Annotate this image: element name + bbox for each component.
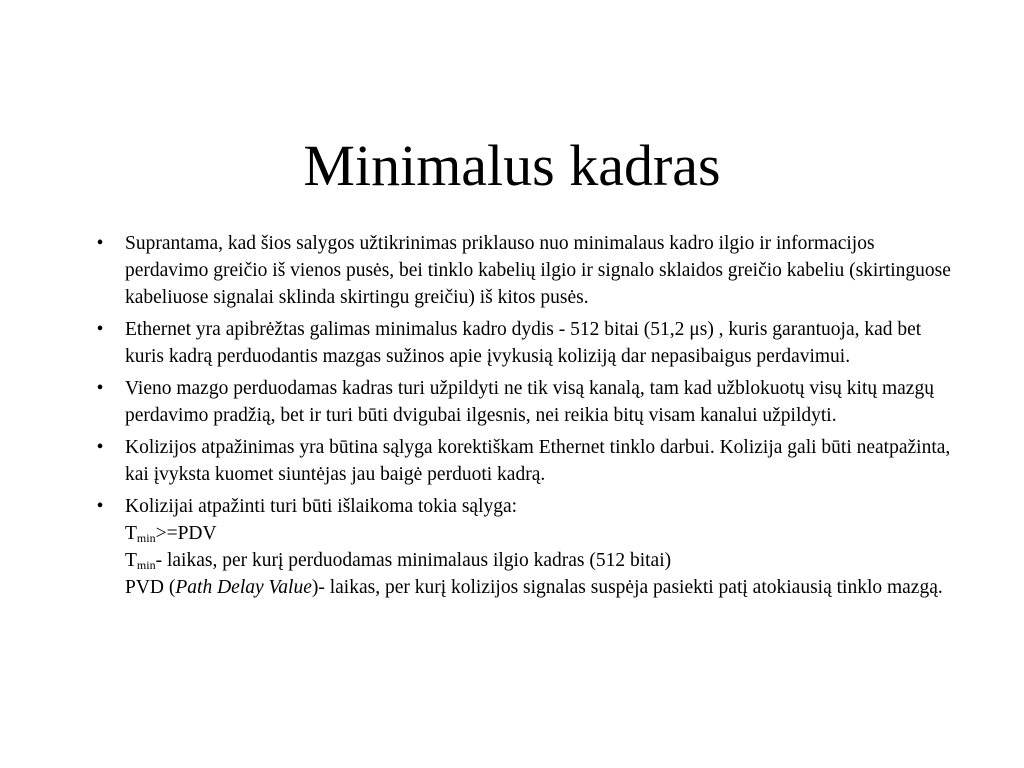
bullet-text: Vieno mazgo perduodamas kadras turi užpildyti ne tik visą kanalą, tam kad užblokuotų visų kitų mazgų perdavimo pradžią, bet ir turi būti dvigubai ilgesnis, nei reikia bitų visam kanalui užpildyti. [125, 378, 934, 426]
tmin-description: - laikas, per kurį perduodamas minimalaus ilgio kadras (512 bitai) [155, 550, 672, 571]
pdv-prefix: PVD ( [125, 577, 176, 598]
bullet-item [90, 434, 960, 488]
bullet-icon: • [96, 319, 104, 340]
condition-formula [125, 520, 960, 547]
bullet-list [90, 230, 960, 606]
tmin-subscript: min [136, 558, 156, 572]
bullet-text: Ethernet yra apibrėžtas galimas minimalus kadro dydis - 512 bitai (51,2 μs) , kuris garantuoja, kad bet kuris kadrą perduodantis mazgas sužinos apie įvykusią koliziją dar nepasibaigus perdavimui. [125, 319, 922, 367]
bullet-icon: • [96, 496, 104, 517]
formula-comparison: >=PDV [155, 523, 217, 544]
bullet-text: Kolizijos atpažinimas yra būtina sąlyga korektiškam Ethernet tinklo darbui. Kolizija gali būti neatpažinta, kai įvyksta kuomet siuntėjas jau baigė perduoti kadrą. [125, 437, 951, 485]
tmin-variable: T [125, 550, 137, 571]
bullet-icon: • [96, 378, 104, 399]
bullet-item [90, 316, 960, 370]
bullet-icon: • [96, 233, 104, 254]
condition-intro: Kolizijai atpažinti turi būti išlaikoma tokia sąlyga: [125, 496, 518, 517]
pdv-description: )- laikas, per kurį kolizijos signalas suspėja pasiekti patį atokiausią tinklo mazgą. [311, 577, 943, 598]
tmin-definition [125, 547, 960, 574]
bullet-item [90, 493, 960, 601]
formula-variable: T [125, 523, 137, 544]
bullet-icon: • [96, 437, 104, 458]
pdv-definition [125, 574, 960, 601]
bullet-text: Suprantama, kad šios salygos užtikrinimas priklauso nuo minimalaus kadro ilgio ir informacijos perdavimo greičio iš vienos pusės, bei tinklo kabelių ilgio ir signalo sklaidos greičio kabeliu (skirtinguose kabeliuose signalai sklinda skirtingu greičiu) iš kitos pusės. [125, 233, 951, 308]
bullet-item [90, 375, 960, 429]
pdv-italic-term: Path Delay Value [175, 577, 312, 598]
slide-title: Minimalus kadras [303, 133, 721, 198]
bullet-item [90, 230, 960, 311]
formula-subscript: min [136, 531, 156, 545]
